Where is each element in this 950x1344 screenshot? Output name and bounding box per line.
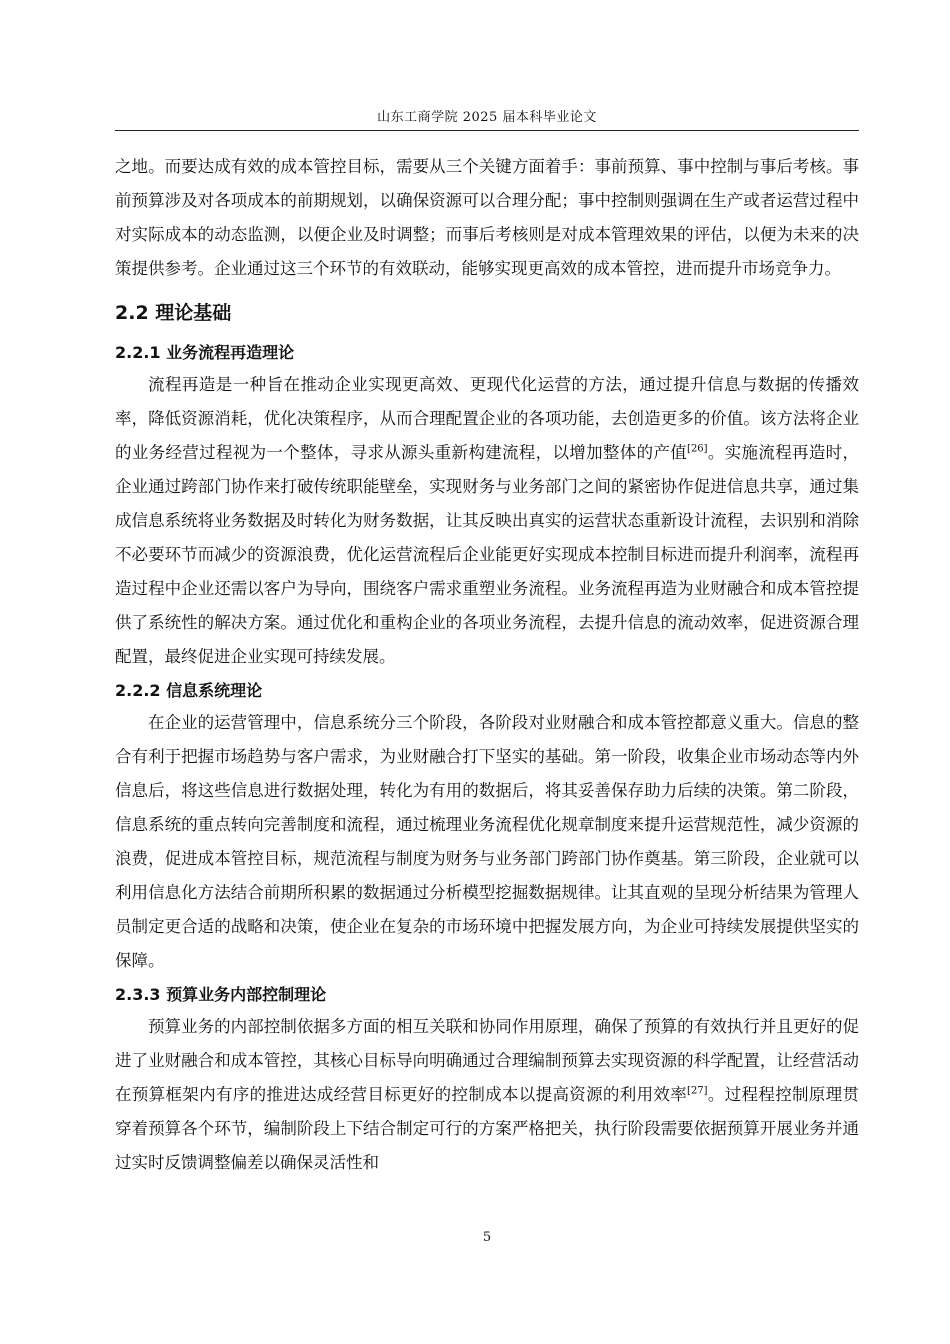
subsection-heading-2-2-2: 2.2.2 信息系统理论	[115, 681, 263, 700]
subsection-heading-2-2-1: 2.2.1 业务流程再造理论	[115, 343, 295, 362]
section-heading-2-2: 2.2 理论基础	[115, 302, 232, 324]
paragraph-intro: 之地。而要达成有效的成本管控目标，需要从三个关键方面着手：事前预算、事中控制与事后考核。事前预算涉及对各项成本的前期规划，以确保资源可以合理分配；事中控制则强调在生产或者运营过程中对实际成本的动态监测，以便企业及时调整；而事后考核则是对成本管理效果的评估，以便为未来的决策提供参考。企业通过这三个环节的有效联动，能够实现更高效的成本管控，进而提升市场竞争力。	[115, 157, 859, 278]
page-number: 5	[482, 1230, 492, 1245]
citation-26: [26]	[687, 443, 708, 455]
subsection-heading-2-3-3: 2.3.3 预算业务内部控制理论	[115, 985, 327, 1004]
paragraph-process-reengineering	[115, 368, 859, 674]
paragraph-text: 。实施流程再造时，企业通过跨部门协作来打破传统职能壁垒，实现财务与业务部门之间的紧密协作促进信息共享，通过集成信息系统将业务数据及时转化为财务数据，让其反映出真实的运营状态重新设计流程，去识别和消除不必要环节而减少的资源浪费，优化运营流程后企业能更好实现成本控制目标进而提升利润率，流程再造过程中企业还需以客户为导向，围绕客户需求重塑业务流程。业务流程再造为业财融合和成本管控提供了系统性的解决方案。通过优化和重构企业的各项业务流程，去提升信息的流动效率，促进资源合理配置，最终促进企业实现可持续发展。	[115, 443, 860, 666]
header-rule	[115, 130, 859, 131]
citation-27: [27]	[687, 1085, 708, 1097]
paragraph-budget-control	[115, 1010, 859, 1180]
page-body	[115, 150, 859, 1180]
paragraph-information-system: 在企业的运营管理中，信息系统分三个阶段，各阶段对业财融合和成本管控都意义重大。信息的整合有利于把握市场趋势与客户需求，为业财融合打下坚实的基础。第一阶段，收集企业市场动态等内外信息后，将这些信息进行数据处理，转化为有用的数据后，将其妥善保存助力后续的决策。第二阶段，信息系统的重点转向完善制度和流程，通过梳理业务流程优化规章制度来提升运营规范性，减少资源的浪费，促进成本管控目标，规范流程与制度为财务与业务部门跨部门协作奠基。第三阶段，企业就可以利用信息化方法结合前期所积累的数据通过分析模型挖掘数据规律。让其直观的呈现分析结果为管理人员制定更合适的战略和决策，使企业在复杂的市场环境中把握发展方向，为企业可持续发展提供坚实的保障。	[115, 713, 859, 970]
paragraph-text: 预算业务的内部控制依据多方面的相互关联和协同作用原理，确保了预算的有效执行并且更好的促进了业财融合和成本管控，其核心目标导向明确通过合理编制预算去实现资源的科学配置，让经营活动在预算框架内有序的推进达成经营目标更好的控制成本以提高资源的利用效率	[115, 1017, 859, 1104]
page-header: 山东工商学院 2025 届本科毕业论文	[377, 110, 597, 125]
paragraph-text: 。过程程控制原理贯穿着预算各个环节，编制阶段上下结合制定可行的方案严格把关，执行阶段需要依据预算开展业务并通过实时反馈调整偏差以确保灵活性和	[115, 1085, 860, 1172]
paragraph-text: 流程再造是一种旨在推动企业实现更高效、更现代化运营的方法，通过提升信息与数据的传播效率，降低资源消耗，优化决策程序，从而合理配置企业的各项功能，去创造更多的价值。该方法将企业的业务经营过程视为一个整体，寻求从源头重新构建流程，以增加整体的产值	[115, 375, 859, 462]
